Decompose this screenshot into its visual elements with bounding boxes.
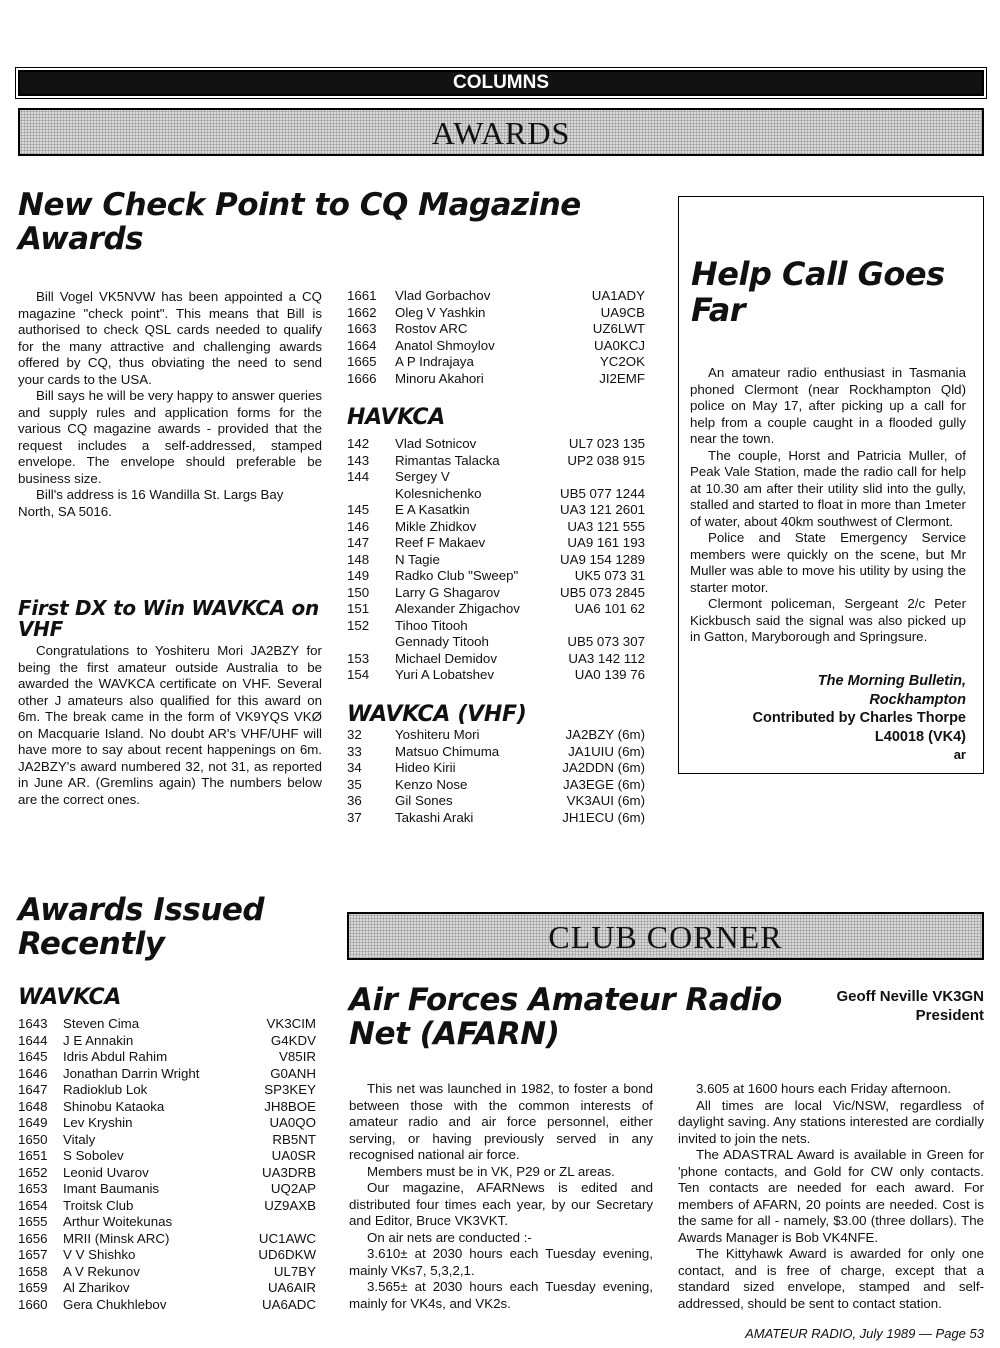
callsign: VK3CIM: [266, 1016, 316, 1031]
paragraph: Congratulations to Yoshiteru Mori JA2BZY for being the first amateur outside Australia to be awarded the WAVKCA certificate on VHF. Several other J amateurs also qualified for this award on 6m. The break came in the form of VK9YQS VKØ on Macquarie Island. No doubt AR's VHF/UHF will have more to say about recent happenings on 6m. JA2BZY's award numbered 32, not 31, as reported in June AR. (Gremlins again) The numbers below are the correct ones.: [18, 643, 322, 807]
recipient-name: Sergey V: [395, 469, 450, 484]
attribution: [690, 672, 966, 765]
section-title: COLUMNS: [452, 72, 550, 93]
recipient-name: A P Indrajaya: [395, 354, 474, 369]
callsign: UZ6LWT: [592, 321, 645, 336]
callsign: UP2 038 915: [567, 452, 645, 468]
recipient-name: Gil Sones: [395, 793, 453, 808]
award-number: 147: [347, 535, 370, 550]
list-row: [347, 338, 645, 355]
award-list: [347, 436, 645, 684]
list-row: [347, 288, 645, 305]
list-row: [347, 436, 645, 453]
callsign: UK5 073 31: [574, 568, 645, 583]
list-row: [347, 354, 645, 371]
callsign: [248, 1214, 316, 1231]
contributor-callsign: L40018 (VK4): [874, 728, 966, 745]
list-heading: HAVKCA: [347, 405, 445, 430]
recipient-name: N Tagie: [395, 551, 440, 567]
list-row: [18, 1198, 316, 1215]
recipient-name: Kenzo Nose: [395, 776, 468, 792]
list-row: [347, 321, 645, 338]
recipient-name: V V Shishko: [63, 1247, 136, 1262]
recipient-name: Vlad Sotnicov: [395, 436, 477, 451]
award-number: 1653: [18, 1181, 48, 1196]
list-row: [347, 793, 645, 810]
callsign: UA6ADC: [262, 1296, 316, 1312]
paragraph: Police and State Emergency Service members were quickly on the scene, but Mr Muller was able to move his utility by using the starter motor.: [690, 530, 966, 595]
paragraph: The ADASTRAL Award is available in Green for 'phone contacts, and Gold for CW only contacts. Ten contacts are needed for each award. For members of AFARN, 20 points are needed. Cost is the same for all - namely, $3.00 (three dollars). The Awards Manager is Bob VK4NFE.: [678, 1147, 984, 1245]
award-number: 1662: [347, 304, 377, 320]
recipient-name: Leonid Uvarov: [63, 1164, 149, 1180]
award-number: 1645: [18, 1049, 48, 1064]
article-body: [678, 1081, 984, 1312]
list-row: [18, 1214, 316, 1231]
callsign: UQ2AP: [270, 1181, 316, 1196]
list-row: [347, 486, 645, 503]
paragraph: Bill's address is 16 Wandilla St. Largs Bay North, SA 5016.: [18, 487, 284, 519]
column-banner: [18, 108, 984, 156]
list-row: [347, 469, 645, 486]
article-title: Awards Issued Recently: [18, 892, 265, 962]
callsign: UA0QO: [269, 1115, 316, 1130]
recipient-name: Alexander Zhigachov: [395, 601, 520, 616]
paragraph: Bill Vogel VK5NVW has been appointed a CQ magazine "check point". This means that Bill is authorised to check QSL cards needed to qualify for the many attractive and challenging awards offered by CQ, thus obviating the need to send your cards to the USA.: [18, 289, 322, 387]
callsign: JA2BZY (6m): [565, 727, 645, 742]
callsign: JA1UIU (6m): [568, 743, 645, 759]
recipient-name: Al Zharikov: [63, 1280, 130, 1295]
article-body: [690, 365, 966, 646]
paragraph: 3.565± at 2030 hours each Tuesday evening, mainly for VK4s, and VK2s.: [349, 1279, 653, 1311]
paragraph: Members must be in VK, P29 or ZL areas.: [367, 1163, 615, 1179]
section-banner: [18, 70, 984, 96]
award-number: 145: [347, 502, 370, 517]
callsign: JI2EMF: [599, 370, 645, 386]
list-row: [347, 651, 645, 668]
list-row: [347, 618, 645, 635]
callsign: JA3EGE (6m): [562, 776, 645, 792]
award-number: 1655: [18, 1214, 48, 1229]
recipient-name: Reef F Makaev: [395, 535, 486, 550]
award-number: 142: [347, 436, 370, 451]
list-heading: WAVKCA: [18, 985, 122, 1010]
paragraph: An amateur radio enthusiast in Tasmania phoned Clermont (near Rockhampton Qld) police on May 17, after picking up a call for help from a couple caught in a flooded gully near the town.: [690, 365, 966, 446]
list-row: [18, 1280, 316, 1297]
list-row: [347, 634, 645, 651]
callsign: UC1AWC: [258, 1230, 316, 1246]
callsign: [555, 469, 645, 486]
end-mark: ar: [953, 747, 966, 762]
recipient-name: Michael Demidov: [395, 650, 497, 666]
callsign: VK3AUI (6m): [566, 793, 645, 808]
recipient-name: Kolesnichenko: [395, 485, 482, 501]
recipient-name: A V Rekunov: [63, 1263, 140, 1279]
list-row: [347, 453, 645, 470]
recipient-name: MRII (Minsk ARC): [63, 1230, 170, 1246]
article-title: Air Forces Amateur Radio Net (AFARN): [349, 982, 782, 1052]
list-row: [347, 777, 645, 794]
source-line: Rockhampton: [869, 691, 966, 708]
list-heading: WAVKCA (VHF): [347, 702, 527, 727]
list-row: [347, 519, 645, 536]
award-number: 1650: [18, 1131, 48, 1147]
callsign: RB5NT: [272, 1131, 316, 1147]
list-row: [18, 1264, 316, 1281]
callsign: UA6 101 62: [574, 601, 645, 616]
award-number: 1665: [347, 354, 377, 369]
recipient-name: Hideo Kirii: [395, 760, 456, 775]
recipient-name: Tihoo Titooh: [395, 617, 468, 633]
article-body: [349, 1081, 653, 1312]
list-row: [347, 585, 645, 602]
recipient-name: S Sobolev: [63, 1148, 124, 1163]
award-number: 1646: [18, 1065, 48, 1081]
award-number: 1657: [18, 1247, 48, 1262]
award-number: 1659: [18, 1280, 48, 1295]
list-row: [347, 744, 645, 761]
list-row: [347, 667, 645, 684]
paragraph: This net was launched in 1982, to foster a bond between those with the common interests of amateur radio and air force personnel, either serving, or having previously served in any recognised national air force.: [349, 1081, 653, 1162]
recipient-name: Yuri A Lobatshev: [395, 667, 495, 682]
article-body: [18, 643, 322, 808]
article-title: Help Call Goes Far: [691, 255, 945, 329]
callsign: UA6AIR: [267, 1280, 316, 1295]
callsign: UB5 073 307: [567, 634, 645, 649]
recipient-name: Arthur Woitekunas: [63, 1214, 173, 1229]
award-number: 1648: [18, 1098, 48, 1114]
award-number: 149: [347, 568, 370, 583]
paragraph: 3.610± at 2030 hours each Tuesday evening, mainly VKs7, 5,3,2,1.: [349, 1246, 653, 1278]
article-body: [18, 289, 322, 520]
recipient-name: Jonathan Darrin Wright: [63, 1065, 200, 1081]
award-number: 1658: [18, 1263, 48, 1279]
recipient-name: Shinobu Kataoka: [63, 1098, 165, 1114]
award-number: 150: [347, 584, 370, 600]
recipient-name: Vlad Gorbachov: [395, 288, 491, 303]
recipient-name: Radko Club "Sweep": [395, 568, 519, 583]
list-row: [18, 1148, 316, 1165]
recipient-name: Steven Cima: [63, 1016, 140, 1031]
callsign: UA3 121 555: [567, 518, 645, 534]
callsign: UA0 139 76: [574, 667, 645, 682]
callsign: JA2DDN (6m): [562, 760, 645, 775]
award-number: 1647: [18, 1082, 48, 1097]
award-number: [347, 486, 395, 503]
award-number: 35: [347, 776, 362, 792]
award-number: 1649: [18, 1115, 48, 1130]
award-number: [347, 634, 395, 651]
award-number: 146: [347, 518, 370, 534]
callsign: UD6DKW: [258, 1247, 316, 1262]
club-banner-title: CLUB CORNER: [548, 919, 783, 955]
paragraph: Our magazine, AFARNews is edited and distributed four times each year, by our Secretary and Editor, Bruce VK3VKT.: [349, 1180, 653, 1228]
list-row: [18, 1165, 316, 1182]
callsign: UA9 154 1289: [559, 551, 645, 567]
list-row: [18, 1049, 316, 1066]
award-number: 143: [347, 452, 370, 468]
callsign: JH1ECU (6m): [562, 809, 645, 825]
callsign: UA3 121 2601: [559, 502, 645, 517]
column-title: AWARDS: [431, 115, 571, 151]
list-row: [18, 1181, 316, 1198]
article-title: First DX to Win WAVKCA on VHF: [18, 596, 319, 641]
award-number: 1643: [18, 1016, 48, 1031]
recipient-name: Oleg V Yashkin: [395, 304, 486, 320]
list-row: [347, 601, 645, 618]
recipient-name: Minoru Akahori: [395, 370, 484, 386]
callsign: [555, 618, 645, 635]
list-row: [347, 371, 645, 388]
list-row: [347, 305, 645, 322]
list-row: [18, 1132, 316, 1149]
recipient-name: Troitsk Club: [63, 1197, 134, 1213]
list-row: [18, 1016, 316, 1033]
recipient-name: J E Annakin: [63, 1032, 134, 1048]
list-row: [347, 810, 645, 827]
author-role: President: [915, 1007, 984, 1024]
callsign: UA0SR: [271, 1148, 316, 1163]
article-title: New Check Point to CQ Magazine Awards: [18, 187, 581, 257]
paragraph: 3.605 at 1600 hours each Friday afternoon.: [696, 1081, 952, 1096]
award-number: 1656: [18, 1230, 48, 1246]
award-number: 1660: [18, 1296, 48, 1312]
contributor: Contributed by Charles Thorpe: [752, 710, 966, 726]
recipient-name: Yoshiteru Mori: [395, 727, 480, 742]
award-number: 1664: [347, 337, 377, 353]
award-number: 151: [347, 601, 370, 616]
callsign: YC2OK: [599, 354, 645, 369]
award-number: 154: [347, 667, 370, 682]
paragraph: On air nets are conducted :-: [367, 1229, 532, 1245]
recipient-name: Lev Kryshin: [63, 1115, 133, 1130]
list-row: [347, 535, 645, 552]
recipient-name: Imant Baumanis: [63, 1181, 160, 1196]
list-row: [347, 552, 645, 569]
award-list: [18, 1016, 316, 1313]
award-number: 1663: [347, 321, 377, 336]
list-row: [18, 1297, 316, 1314]
award-number: 144: [347, 469, 370, 484]
recipient-name: E A Kasatkin: [395, 502, 470, 517]
list-row: [18, 1247, 316, 1264]
award-number: 153: [347, 650, 370, 666]
award-number: 34: [347, 760, 362, 775]
list-row: [347, 727, 645, 744]
paragraph: The couple, Horst and Patricia Muller, of Peak Vale Station, made the radio call for help at 10.30 am after their utility slid into the gully, stalled and started to float in more than 1meter of water, about 40km southwest of Clermont.: [690, 447, 966, 529]
source-line: The Morning Bulletin,: [817, 673, 966, 689]
club-banner: [347, 912, 984, 960]
callsign: UB5 073 2845: [559, 584, 645, 600]
recipient-name: Rostov ARC: [395, 321, 468, 336]
recipient-name: Gera Chukhlebov: [63, 1296, 167, 1312]
paragraph: Bill says he will be very happy to answer queries and supply rules and application forms for the various CQ magazine awards - provided that the request includes a self-addressed, stamped envelope. The envelope should preferable be business size.: [18, 388, 322, 486]
award-number: 148: [347, 551, 370, 567]
callsign: UA0KCJ: [594, 337, 645, 353]
callsign: SP3KEY: [264, 1082, 316, 1097]
award-number: 152: [347, 617, 370, 633]
callsign: G4KDV: [270, 1032, 316, 1048]
callsign: UA3DRB: [262, 1164, 316, 1180]
paragraph: All times are local Vic/NSW, regardless of daylight saving. Any stations interested are cordially invited to join the nets.: [678, 1097, 984, 1146]
award-number: 1654: [18, 1197, 48, 1213]
award-number: 1666: [347, 370, 377, 386]
paragraph: Clermont policeman, Sergeant 2/c Peter Kickbusch said the signal was also picked up in Gatton, Maryborough and Springsure.: [690, 596, 966, 644]
award-number: 33: [347, 743, 362, 759]
callsign: UA1ADY: [591, 288, 645, 303]
paragraph: The Kittyhawk Award is awarded for only one contact, and is free of charge, except that a standard sized envelope, stamped and self-addressed, should be sent to contact station.: [678, 1246, 984, 1311]
list-row: [18, 1231, 316, 1248]
callsign: UL7 023 135: [568, 436, 645, 451]
award-number: 32: [347, 727, 362, 742]
callsign: UB5 077 1244: [559, 485, 645, 501]
award-list: [347, 288, 645, 387]
award-number: 36: [347, 793, 362, 808]
callsign: UA9CB: [600, 304, 645, 320]
award-number: 1661: [347, 288, 377, 303]
list-row: [18, 1115, 316, 1132]
recipient-name: Radioklub Lok: [63, 1082, 148, 1097]
list-row: [18, 1082, 316, 1099]
award-number: 1651: [18, 1148, 48, 1163]
recipient-name: Rimantas Talacka: [395, 452, 500, 468]
callsign: V85IR: [279, 1049, 316, 1064]
recipient-name: Gennady Titooh: [395, 634, 489, 649]
recipient-name: Matsuo Chimuma: [395, 743, 500, 759]
callsign: UA9 161 193: [567, 535, 645, 550]
list-row: [347, 760, 645, 777]
callsign: G0ANH: [270, 1065, 316, 1081]
award-list: [347, 727, 645, 826]
recipient-name: Takashi Araki: [395, 809, 474, 825]
callsign: JH8BOE: [264, 1098, 316, 1114]
author: Geoff Neville VK3GN: [836, 988, 984, 1005]
award-number: 1644: [18, 1032, 48, 1048]
callsign: UZ9AXB: [264, 1197, 316, 1213]
callsign: UA3 142 112: [568, 650, 645, 666]
list-row: [18, 1066, 316, 1083]
callsign: UL7BY: [273, 1263, 316, 1279]
award-number: 1652: [18, 1164, 48, 1180]
recipient-name: Anatol Shmoylov: [395, 337, 495, 353]
recipient-name: Vitaly: [63, 1131, 96, 1147]
list-row: [18, 1033, 316, 1050]
list-row: [347, 568, 645, 585]
page-footer: AMATEUR RADIO, July 1989 — Page 53: [745, 1326, 984, 1341]
list-row: [18, 1099, 316, 1116]
byline: [800, 987, 984, 1025]
award-number: 37: [347, 809, 362, 825]
recipient-name: Mikle Zhidkov: [395, 518, 477, 534]
list-row: [347, 502, 645, 519]
recipient-name: Idris Abdul Rahim: [63, 1049, 168, 1064]
recipient-name: Larry G Shagarov: [395, 584, 500, 600]
